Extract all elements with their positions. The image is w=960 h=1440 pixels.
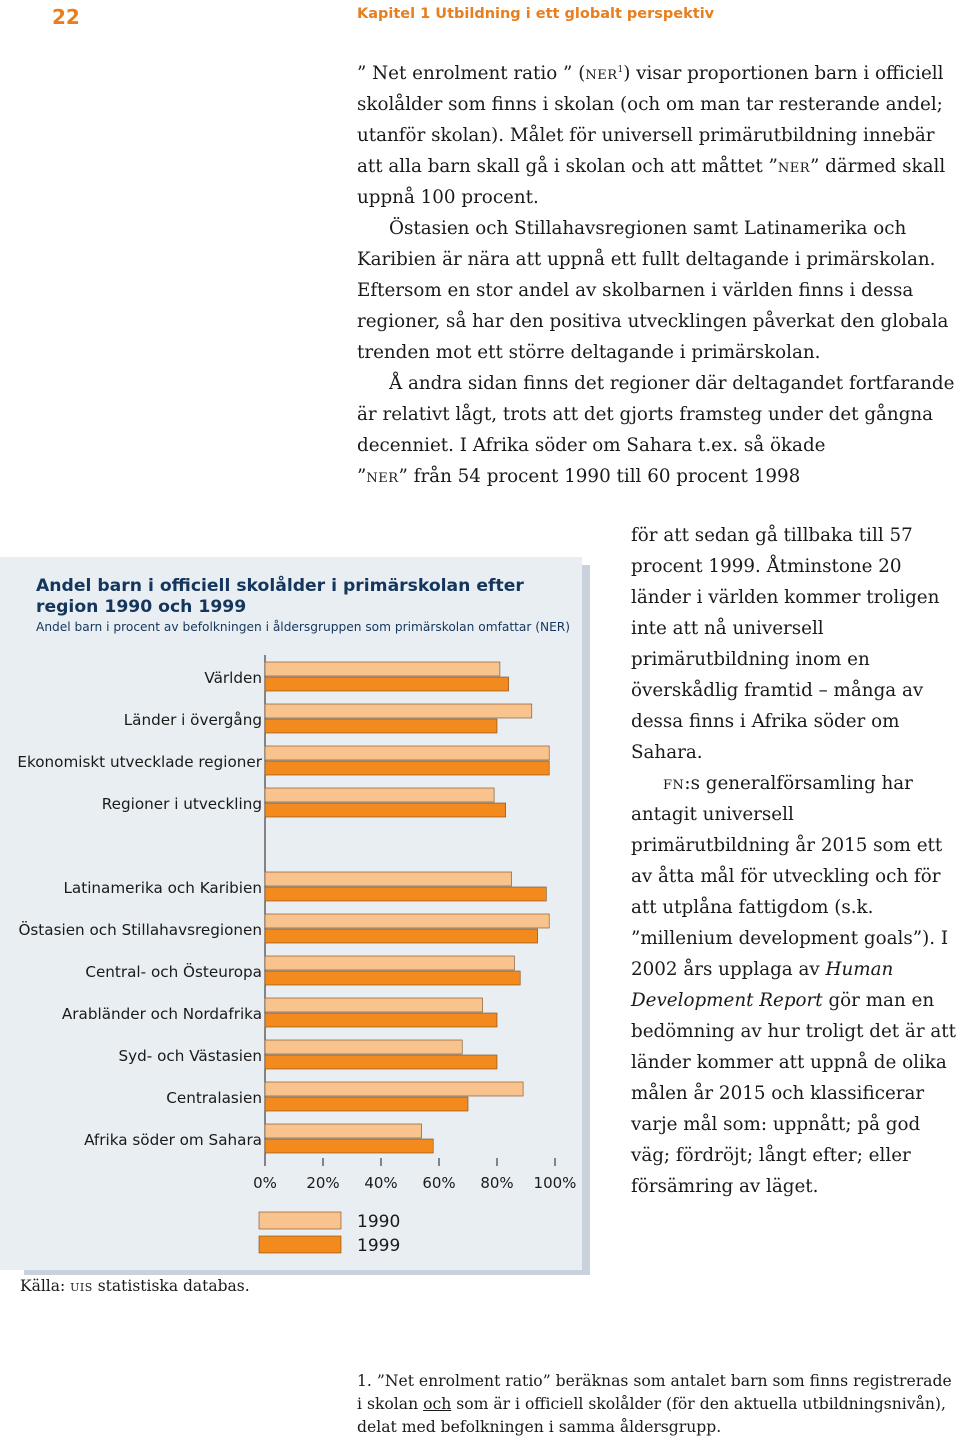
category-label: Syd- och Västasien [118,1047,262,1065]
bar-1990 [265,914,549,928]
legend-label: 1990 [357,1212,401,1232]
p3-start: Å andra sidan finns det regioner där deltagandet fortfarande är relativt lågt, trots att det gjorts framsteg under det gångna decenniet. I Afrika söder om Sahara t.ex. så ökade ” [357,373,955,487]
category-label: Afrika söder om Sahara [84,1131,262,1149]
bar-1990 [265,662,500,676]
legend-swatch-1990 [259,1212,341,1229]
ner-abbr: ner [366,466,399,487]
bar-1990 [265,788,494,802]
category-label: Regioner i utveckling [101,795,262,813]
x-tick-label: 40% [364,1174,398,1192]
category-label: Central- och Östeuropa [85,963,262,981]
category-label: Latinamerika och Karibien [63,879,262,897]
chart-subtitle: Andel barn i procent av befolkningen i åldersgruppen som primärskolan omfattar (NER) [36,620,571,634]
x-tick-label: 60% [422,1174,456,1192]
bar-1990 [265,746,549,760]
source-prefix: Källa: [20,1277,71,1295]
paragraph-2: Östasien och Stillahavsregionen samt Latinamerika och Karibien är nära att uppnå ett fullt deltagande i primärskolan. Eftersom en stor andel av skolbarnen i världen finns i dessa regioner, så har den positiva utvecklingen påverkat den globala trenden mot ett större deltagande i primärskolan. [357,218,949,363]
fn-abbr: fn [663,773,685,794]
category-label: Länder i övergång [123,711,262,729]
bar-1990 [265,872,512,886]
source-note [20,1277,250,1295]
page-number: 22 [52,5,80,29]
footnote-text-b: som är i officiell skolålder (för den aktuella utbildningsnivån), delat med befolkningen i samma åldersgrupp. [357,1395,946,1436]
p4-a: :s generalförsamling har antagit universell primärutbildning år 2015 som ett av åtta mål för utveckling och för att utplåna fattigdom (s.k. ”millenium development goals”). I 2002 års upplaga av [631,773,949,980]
paragraph-3-cont: för att sedan gå tillbaka till 57 procent 1999. Åtminstone 20 länder i världen kommer troligen inte att nå universell primärutbildning inom en överskådlig framtid – många av dessa finns i Afrika söder om Sahara. [631,525,940,763]
bar-1990 [265,1124,422,1138]
x-tick-label: 20% [306,1174,340,1192]
p3-after-ner: ” från 54 procent 1990 till 60 procent 1998 [398,466,801,487]
bar-1999 [265,1097,468,1111]
bar-1990 [265,704,532,718]
bar-1999 [265,803,506,817]
footnote-underlined: och [423,1395,452,1413]
bar-1999 [265,929,538,943]
body-text-main [357,58,959,492]
legend-label: 1999 [357,1236,401,1256]
category-label: Världen [204,669,262,687]
bar-chart [0,655,600,1265]
body-text-wrap [631,520,957,1202]
bar-1990 [265,956,514,970]
category-label: Ekonomiskt utvecklade regioner [17,753,262,771]
bar-1990 [265,1040,462,1054]
footnote-ref[interactable]: 1 [617,64,624,75]
bar-1999 [265,761,549,775]
source-suffix: statistiska databas. [92,1277,250,1295]
bar-1999 [265,1013,497,1027]
running-header: Kapitel 1 Utbildning i ett globalt perspektiv [357,6,715,22]
bar-1999 [265,1139,433,1153]
p4-b: gör man en bedömning av hur troligt det är att länder kommer att uppnå de olika målen år 2015 och klassificerar varje mål som: uppnått; på god väg; fördröjt; långt efter; eller försämring av läget. [631,990,956,1197]
ner-abbr: ner [585,63,618,84]
footnote-number: 1. [357,1372,372,1390]
footnote-text-a: ”Net enrolment ratio” beräknas som antalet barn som finns registrerade i skolan [357,1372,952,1413]
x-tick-label: 100% [533,1174,577,1192]
ner-abbr: ner [777,156,810,177]
bar-1999 [265,1055,497,1069]
legend-swatch-1999 [259,1236,341,1253]
p1-end: ” därmed skall uppnå 100 procent. [357,156,946,208]
bar-1999 [265,971,520,985]
bar-1999 [265,677,509,691]
category-label: Östasien och Stillahavsregionen [18,921,262,939]
source-org: uis [70,1277,93,1295]
chart-title: Andel barn i officiell skolålder i primärskolan efter region 1990 och 1999 [36,576,524,617]
paragraph-3 [357,368,959,492]
p1-open: ” Net enrolment ratio ” ( [357,63,586,84]
paragraph-4 [631,768,957,1202]
paragraph-1 [357,58,959,213]
category-label: Centralasien [166,1089,262,1107]
bar-1990 [265,998,483,1012]
x-tick-label: 80% [480,1174,514,1192]
category-label: Arabländer och Nordafrika [61,1005,262,1023]
p1-after-ner: ) visar proportionen barn i officiell skolålder som finns i skolan (och om man tar resterande andel; utanför skolan). Målet för universell primärutbildning innebär att alla barn skall gå i skolan och att måttet ” [357,63,944,177]
bar-1990 [265,1082,523,1096]
report-title: Human Development Report [631,959,894,1011]
bar-1999 [265,719,497,733]
x-tick-label: 0% [253,1174,277,1192]
bar-1999 [265,887,546,901]
footnote [357,1370,957,1439]
